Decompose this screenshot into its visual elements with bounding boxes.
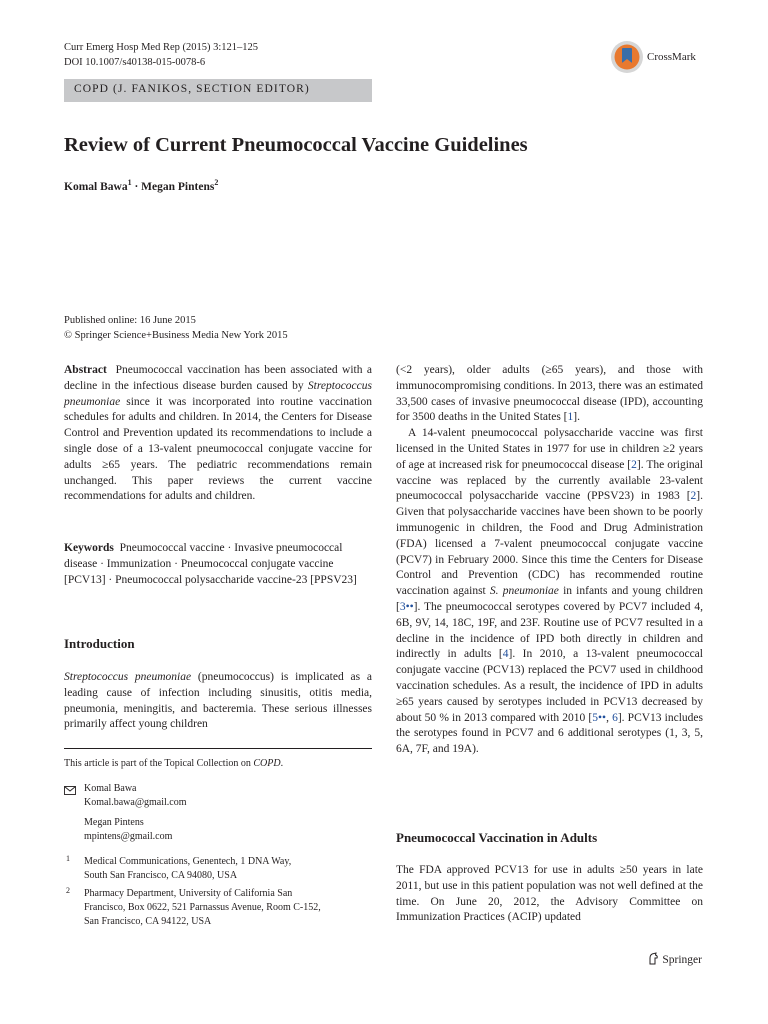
section-label: COPD (J. FANIKOS, SECTION EDITOR) — [74, 83, 310, 95]
abstract-text: since it was incorporated into routine vaccination schedules for adults and children. In 2014, the Centers for Disease Control and Prevention updated its recommendations to include a single dose of a 13-valent pneumococcal conjugate vaccine for adults ≥65 years. The pediatric recommendations remain unchanged. This paper reviews the current vaccine recommendations for adults and children. — [64, 395, 372, 503]
paragraph-text: A 14-valent pneumococcal polysaccharide vaccine was first licensed in the United States in 1977 for use in children ≥2 years of age at increased risk for pneumococcal disease [ — [396, 427, 703, 471]
author-line — [64, 178, 218, 193]
affiliation-line: South San Francisco, CA 94080, USA — [84, 870, 238, 881]
paragraph-text: , — [606, 711, 613, 724]
citation-link[interactable]: 2 — [690, 490, 697, 503]
adults-section-text — [396, 863, 703, 926]
keywords — [64, 541, 372, 588]
affiliation-number: 2 — [66, 886, 70, 895]
paragraph-text: The FDA approved PCV13 for use in adults ≥50 years in late 2011, but use in this patient population was not well defined at the time. On June 20, 2012, the Advisory Committee on Immunization Practices (ACIP) updated — [396, 864, 703, 924]
affiliation-line: Pharmacy Department, University of California San — [84, 888, 293, 899]
introduction-heading: Introduction — [64, 636, 135, 651]
affiliation-number: 1 — [66, 854, 70, 863]
contact-name: Komal Bawa — [84, 783, 137, 794]
citation-link[interactable]: 3•• — [399, 600, 414, 613]
citation-link[interactable]: 5•• — [592, 711, 607, 724]
published-date: Published online: 16 June 2015 — [64, 315, 196, 326]
keywords-text: Pneumococcal vaccine · Invasive pneumococcal disease · Immunization · Pneumococcal conjugate vaccine [PCV13] · Pneumococcal polysaccharide vaccine-23 [PPSV23] — [64, 542, 357, 586]
journal-citation: Curr Emerg Hosp Med Rep (2015) 3:121–125 — [64, 42, 259, 53]
author-name: Komal Bawa — [64, 180, 128, 193]
paragraph-text: ]. The pneumococcal serotypes covered by PCV7 included 4, 6B, 9V, 14, 18C, 19F, and 23F. Routine use of PCV7 resulted in a decline in the incidence of IPD both directly in children and indirectly in adults [ — [396, 600, 703, 661]
citation-link[interactable]: 1 — [567, 411, 574, 424]
affiliation-1 — [84, 855, 291, 883]
publisher-footer — [647, 952, 702, 968]
abstract — [64, 363, 372, 505]
contact-name: Megan Pintens — [84, 817, 144, 828]
collection-note — [64, 757, 372, 771]
collection-text: . — [280, 758, 284, 769]
article-title: Review of Current Pneumococcal Vaccine Guidelines — [64, 134, 528, 156]
crossmark-label: CrossMark — [647, 51, 696, 63]
affiliation-line: San Francisco, CA 94122, USA — [84, 916, 212, 927]
crossmark-icon — [610, 40, 644, 74]
adults-section-heading: Pneumococcal Vaccination in Adults — [396, 830, 598, 845]
springer-horse-icon — [647, 952, 659, 968]
doi-line: DOI 10.1007/s40138-015-0078-6 — [64, 57, 206, 68]
citation-link[interactable]: 2 — [631, 458, 637, 471]
abstract-heading: Abstract — [64, 364, 107, 376]
citation-link[interactable]: 6 — [612, 711, 618, 724]
author-name: Megan Pintens — [141, 180, 215, 193]
paragraph-text: (pneumococcus) is implicated as a leading cause of infection including sinusitis, otitis media, pneumonia, meningitis, and bacteremia. These serious illnesses primarily affect young children — [64, 671, 372, 731]
paragraph-text: ]. — [573, 411, 580, 424]
right-column-text — [396, 363, 703, 758]
abstract-text: Pneumococcal vaccination has been associated with a decline in the infectious disease burden caused by — [64, 364, 373, 392]
paragraph-text: ]. The original vaccine was replaced by the currently available 23-valent pneumococcal polysaccharide vaccine (PPSV23) in 1983 [ — [396, 458, 703, 503]
keywords-heading: Keywords — [64, 542, 114, 554]
paragraph-text: ]. In 2010, a 13-valent pneumococcal conjugate vaccine (PCV13) replaced the PCV7 used in childhood vaccination schedules. As a result, the incidence of IPD in adults ≥65 years caused by serotypes included in PCV13 decreased by about 50 % in 2013 compared with 2010 [ — [396, 648, 703, 724]
affiliation-line: Francisco, Box 0622, 521 Parnassus Avenue, Room C-152, — [84, 902, 321, 913]
paragraph-text: ]. PCV13 includes the serotypes found in PCV7 and 6 additional serotypes (1, 3, 5, 6A, 7F, and 19A). — [396, 711, 704, 756]
publisher-name: Springer — [662, 954, 702, 966]
affiliation-marker: 1 — [127, 178, 132, 187]
publication-info — [64, 313, 288, 343]
footnote-divider — [64, 748, 372, 749]
affiliation-2 — [84, 887, 321, 929]
author-separator: · — [131, 180, 142, 193]
paragraph-text: (<2 years), older adults (≥65 years), and those with immunocompromising conditions. In 2013, there was an estimated 33,500 cases of invasive pneumococcal disease (IPD), accounting for 3500 deaths in the United States [ — [396, 364, 703, 424]
section-bar — [64, 79, 372, 102]
envelope-icon — [64, 782, 76, 800]
paragraph-text: ]. Given that polysaccharide vaccines have been shown to be poorly immunogenic in children, the Food and Drug Administration (FDA) licensed a 7-valent pneumococcal conjugate vaccine (PCV7) in February 2000. Since this time the Centers for Disease Control and Prevention (CDC) has recommended routine vaccination against — [396, 490, 703, 598]
species-name: Streptococcus pneumoniae — [64, 379, 372, 408]
copyright-line: © Springer Science+Business Media New York 2015 — [64, 330, 288, 341]
collection-link[interactable]: COPD — [253, 758, 281, 769]
crossmark-badge[interactable] — [610, 39, 696, 75]
species-name: S. pneumoniae — [489, 585, 559, 598]
paragraph-text: in infants and young children [ — [396, 585, 703, 613]
affiliation-marker: 2 — [214, 178, 219, 187]
contact-email[interactable]: Komal.bawa@gmail.com — [84, 797, 187, 808]
contact-email[interactable]: mpintens@gmail.com — [84, 831, 173, 842]
species-name: Streptococcus pneumoniae — [64, 671, 192, 683]
citation-link[interactable]: 4 — [502, 648, 509, 661]
collection-text: This article is part of the Topical Collection on — [64, 758, 254, 769]
corresponding-contacts — [84, 782, 187, 844]
introduction-text — [64, 670, 372, 733]
affiliation-line: Medical Communications, Genentech, 1 DNA Way, — [84, 856, 292, 867]
